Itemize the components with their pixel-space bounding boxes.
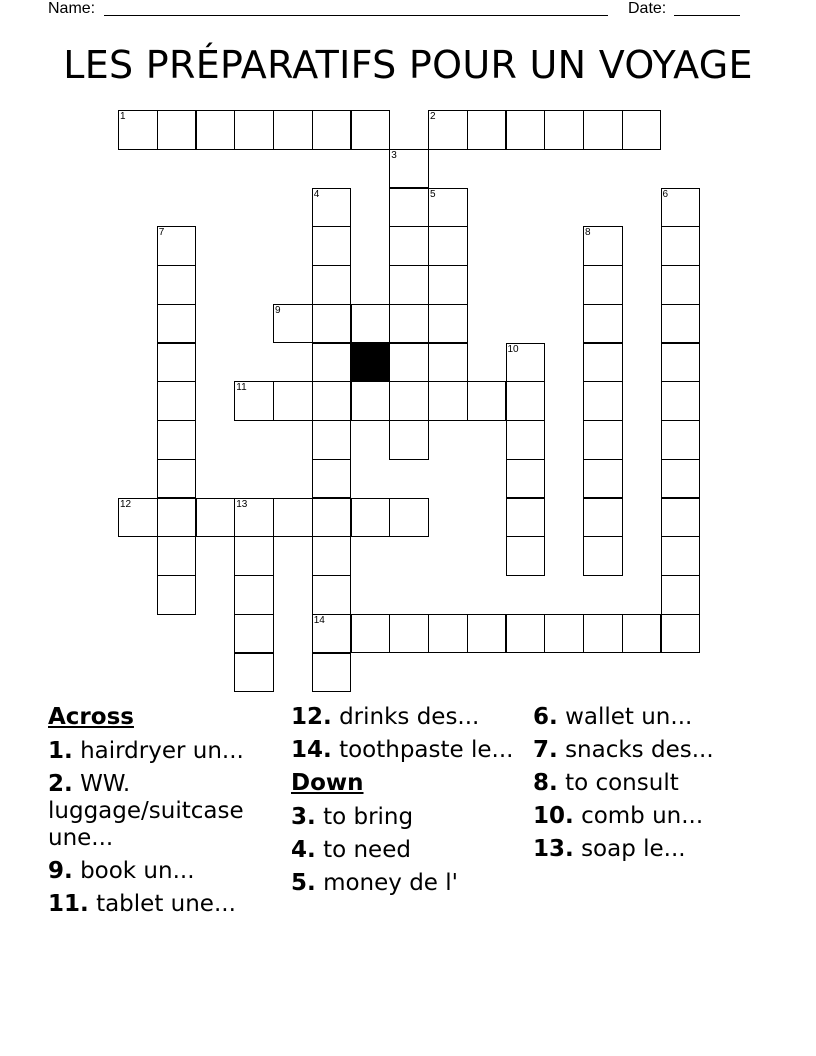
clue-down-4: 4. to need <box>291 837 411 863</box>
clue-down-13: 13. soap le... <box>533 836 686 862</box>
down-heading: Down <box>291 770 364 796</box>
grid-cell[interactable] <box>157 343 197 383</box>
grid-cell[interactable] <box>622 110 662 150</box>
grid-cell[interactable] <box>351 498 391 538</box>
grid-cell[interactable] <box>312 226 352 266</box>
grid-cell[interactable] <box>196 498 236 538</box>
grid-cell[interactable] <box>273 304 313 344</box>
crossword-grid <box>118 110 699 692</box>
grid-cell[interactable] <box>428 110 468 150</box>
grid-cell[interactable] <box>312 265 352 305</box>
grid-cell[interactable] <box>351 110 391 150</box>
clue-number: 1 <box>120 111 126 122</box>
grid-cell[interactable] <box>389 149 429 189</box>
grid-cell[interactable] <box>389 188 429 228</box>
clue-across-12: 12. drinks des... <box>291 704 480 730</box>
grid-cell[interactable] <box>583 343 623 383</box>
clue-column-3 <box>533 704 763 869</box>
grid-cell[interactable] <box>661 536 701 576</box>
grid-cell[interactable] <box>428 188 468 228</box>
clue-down-8: 8. to consult <box>533 770 679 796</box>
grid-cell[interactable] <box>583 381 623 421</box>
clue-column-2 <box>291 704 521 903</box>
grid-cell[interactable] <box>583 614 623 654</box>
clue-across-1: 1. hairdryer un... <box>48 738 244 764</box>
grid-cell[interactable] <box>583 498 623 538</box>
grid-cell[interactable] <box>467 614 507 654</box>
grid-cell[interactable] <box>661 226 701 266</box>
grid-cell[interactable] <box>583 226 623 266</box>
grid-cell[interactable] <box>428 226 468 266</box>
grid-cell[interactable] <box>157 420 197 460</box>
grid-cell[interactable] <box>506 343 546 383</box>
grid-cell[interactable] <box>428 343 468 383</box>
date-label: Date: <box>628 0 667 17</box>
grid-cell[interactable] <box>389 343 429 383</box>
grid-cell[interactable] <box>428 265 468 305</box>
grid-cell[interactable] <box>118 110 158 150</box>
date-blank[interactable] <box>674 15 740 16</box>
name-blank[interactable] <box>104 15 608 16</box>
grid-cell[interactable] <box>312 498 352 538</box>
clue-down-7: 7. snacks des... <box>533 737 714 763</box>
name-date-line <box>48 0 740 20</box>
grid-cell[interactable] <box>312 188 352 228</box>
clue-across-14: 14. toothpaste le... <box>291 737 514 763</box>
grid-cell[interactable] <box>661 420 701 460</box>
grid-cell[interactable] <box>312 304 352 344</box>
grid-cell[interactable] <box>467 381 507 421</box>
grid-cell[interactable] <box>389 614 429 654</box>
grid-cell[interactable] <box>157 498 197 538</box>
grid-cell[interactable] <box>157 459 197 499</box>
grid-cell[interactable] <box>234 498 274 538</box>
grid-cell[interactable] <box>506 110 546 150</box>
grid-cell[interactable] <box>312 536 352 576</box>
clue-column-1 <box>48 704 276 924</box>
across-heading: Across <box>48 704 134 730</box>
grid-cell[interactable] <box>273 498 313 538</box>
clue-down-10: 10. comb un... <box>533 803 704 829</box>
grid-cell[interactable] <box>428 614 468 654</box>
clue-number: 4 <box>313 188 320 200</box>
grid-cell[interactable] <box>506 536 546 576</box>
grid-cell[interactable] <box>506 381 546 421</box>
clue-number: 13 <box>236 498 248 510</box>
clue-down-6: 6. wallet un... <box>533 704 693 730</box>
clue-number: 2 <box>430 111 436 122</box>
clue-number: 11 <box>236 382 247 394</box>
grid-cell[interactable] <box>234 381 274 421</box>
grid-cell[interactable] <box>157 110 197 150</box>
clue-number: 8 <box>585 227 591 239</box>
grid-cell[interactable] <box>583 420 623 460</box>
grid-cell[interactable] <box>196 110 236 150</box>
clue-number: 12 <box>120 498 132 510</box>
grid-cell[interactable] <box>428 381 468 421</box>
grid-cell[interactable] <box>118 498 158 538</box>
grid-cell[interactable] <box>389 381 429 421</box>
clue-across-9: 9. book un... <box>48 858 195 884</box>
grid-cell[interactable] <box>157 536 197 576</box>
grid-cell[interactable] <box>157 226 197 266</box>
grid-cell[interactable] <box>312 381 352 421</box>
clue-down-5: 5. money de l' <box>291 870 458 896</box>
grid-cell[interactable] <box>467 110 507 150</box>
clue-number: 5 <box>430 188 436 200</box>
grid-cell[interactable] <box>661 614 701 654</box>
clue-number: 3 <box>391 149 397 161</box>
grid-cell[interactable] <box>506 420 546 460</box>
grid-cell[interactable] <box>389 265 429 305</box>
grid-cell[interactable] <box>661 381 701 421</box>
grid-cell[interactable] <box>351 304 391 344</box>
clue-across-11: 11. tablet une... <box>48 891 236 917</box>
grid-cell[interactable] <box>622 614 662 654</box>
grid-cell[interactable] <box>312 343 352 383</box>
grid-cell[interactable] <box>351 381 391 421</box>
grid-cell[interactable] <box>389 226 429 266</box>
grid-cell[interactable] <box>506 459 546 499</box>
grid-cell[interactable] <box>312 575 352 615</box>
grid-cell[interactable] <box>544 110 584 150</box>
grid-cell[interactable] <box>583 110 623 150</box>
grid-cell[interactable] <box>389 420 429 460</box>
name-label: Name: <box>48 0 96 17</box>
grid-cell[interactable] <box>583 459 623 499</box>
grid-cell[interactable] <box>661 343 701 383</box>
grid-cell[interactable] <box>312 110 352 150</box>
grid-cell[interactable] <box>389 498 429 538</box>
grid-cell[interactable] <box>506 498 546 538</box>
grid-cell[interactable] <box>273 110 313 150</box>
grid-cell[interactable] <box>157 575 197 615</box>
grid-cell[interactable] <box>157 381 197 421</box>
grid-cell[interactable] <box>312 420 352 460</box>
grid-cell[interactable] <box>312 614 352 654</box>
grid-cell[interactable] <box>273 381 313 421</box>
clue-down-3: 3. to bring <box>291 804 414 830</box>
puzzle-title: LES PRÉPARATIFS POUR UN VOYAGE <box>63 43 753 87</box>
grid-cell[interactable] <box>661 304 701 344</box>
grid-cell[interactable] <box>234 653 274 693</box>
grid-cell[interactable] <box>351 614 391 654</box>
grid-cell[interactable] <box>234 536 274 576</box>
grid-cell[interactable] <box>661 265 701 305</box>
grid-cell[interactable] <box>583 536 623 576</box>
clue-number: 6 <box>662 188 669 200</box>
grid-cell[interactable] <box>312 653 352 693</box>
clue-number: 10 <box>507 343 519 355</box>
grid-cell[interactable] <box>661 575 701 615</box>
grid-cell[interactable] <box>157 265 197 305</box>
grid-cell[interactable] <box>234 575 274 615</box>
grid-cell[interactable] <box>428 304 468 344</box>
grid-cell[interactable] <box>389 304 429 344</box>
grid-cell[interactable] <box>661 188 701 228</box>
grid-cell[interactable] <box>661 459 701 499</box>
grid-cell[interactable] <box>234 614 274 654</box>
grid-cell[interactable] <box>583 304 623 344</box>
grid-cell[interactable] <box>544 614 584 654</box>
grid-cell[interactable] <box>234 110 274 150</box>
grid-cell[interactable] <box>661 498 701 538</box>
grid-block <box>351 343 391 383</box>
clue-across-2: 2. WW. luggage/suitcase une... <box>48 771 244 851</box>
grid-cell[interactable] <box>583 265 623 305</box>
grid-cell[interactable] <box>506 614 546 654</box>
grid-cell[interactable] <box>312 459 352 499</box>
clue-number: 9 <box>275 304 281 316</box>
clue-number: 14 <box>313 614 325 626</box>
clue-number: 7 <box>158 227 165 239</box>
grid-cell[interactable] <box>157 304 197 344</box>
